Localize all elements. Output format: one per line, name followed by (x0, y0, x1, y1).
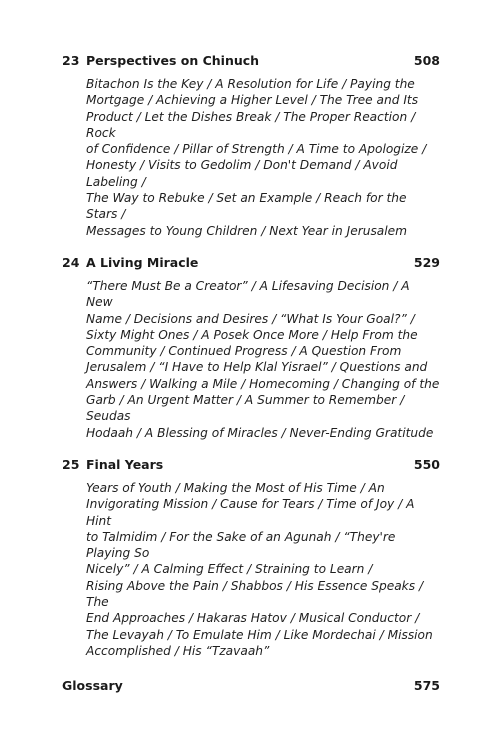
toc-entry-heading (62, 52, 440, 70)
toc-entry-23 (62, 52, 440, 239)
page-number: 508 (413, 53, 440, 68)
chapter-title: A Living Miracle (86, 254, 199, 270)
chapter-title: Final Years (86, 456, 164, 472)
subsection-line: Nicely” / A Calming Effect / Straining to Learn / (86, 562, 373, 577)
subsection-line: The Way to Rebuke / Set an Example / Reach for the Stars / (86, 191, 407, 222)
page-number: 575 (413, 678, 440, 694)
toc-entry-25 (62, 456, 440, 659)
chapter-title: Perspectives on Chinuch (86, 53, 260, 68)
subsection-line: Bitachon Is the Key / A Resolution for Life / Paying the (86, 77, 415, 91)
subsection-line: End Approaches / Hakaras Hatov / Musical Conductor / (86, 611, 420, 626)
chapter-subsections (86, 480, 440, 659)
subsection-line: Answers / Walking a Mile / Homecoming / Changing of the (86, 376, 440, 391)
subsection-line: Years of Youth / Making the Most of His Time / An (86, 480, 385, 495)
subsection-line: of Confidence / Pillar of Strength / A Time to Apologize / (86, 142, 427, 157)
toc-entry-heading (62, 456, 440, 474)
glossary-title: Glossary (62, 678, 123, 694)
subsection-line: Rising Above the Pain / Shabbos / His Essence Speaks / The (86, 578, 424, 610)
subsection-line: Invigorating Mission / Cause for Tears / Time of Joy / A Hint (86, 497, 415, 528)
page-number: 529 (413, 254, 440, 270)
subsection-line: to Talmidim / For the Sake of an Agunah / “They're Playing So (86, 529, 396, 561)
table-of-contents (62, 52, 440, 695)
subsection-line: Sixty Might Ones / A Posek Once More / Help From the (86, 327, 418, 342)
toc-entry-heading (62, 254, 440, 272)
toc-entry-24 (62, 254, 440, 441)
chapter-number: 24 (62, 254, 80, 270)
subsection-line: Hodaah / A Blessing of Miracles / Never-Ending Gratitude (86, 425, 434, 440)
toc-entry-heading (62, 677, 440, 695)
subsection-line: The Levayah / To Emulate Him / Like Mordechai / Mission (86, 627, 433, 642)
subsection-line: Honesty / Visits to Gedolim / Don't Demand / Avoid Labeling / (86, 158, 398, 189)
subsection-line: Product / Let the Dishes Break / The Proper Reaction / Rock (86, 109, 416, 140)
subsection-line: Jerusalem / “I Have to Help Klal Yisrael” / Questions and (86, 360, 428, 375)
chapter-subsections (86, 278, 440, 441)
chapter-subsections (86, 76, 440, 239)
chapter-number: 23 (62, 53, 80, 68)
chapter-number: 25 (62, 456, 80, 472)
subsection-line: Community / Continued Progress / A Question From (86, 344, 402, 359)
page-number: 550 (413, 456, 440, 472)
subsection-line: “There Must Be a Creator” / A Lifesaving Decision / A New (86, 278, 410, 310)
subsection-line: Garb / An Urgent Matter / A Summer to Remember / Seudas (86, 393, 405, 424)
subsection-line: Mortgage / Achieving a Higher Level / The Tree and Its (86, 93, 419, 108)
subsection-line: Name / Decisions and Desires / “What Is Your Goal?” / (86, 311, 415, 326)
subsection-line: Messages to Young Children / Next Year in Jerusalem (86, 223, 408, 238)
toc-entry-glossary (62, 677, 440, 695)
subsection-line: Accomplished / His “Tzavaah” (86, 643, 270, 658)
